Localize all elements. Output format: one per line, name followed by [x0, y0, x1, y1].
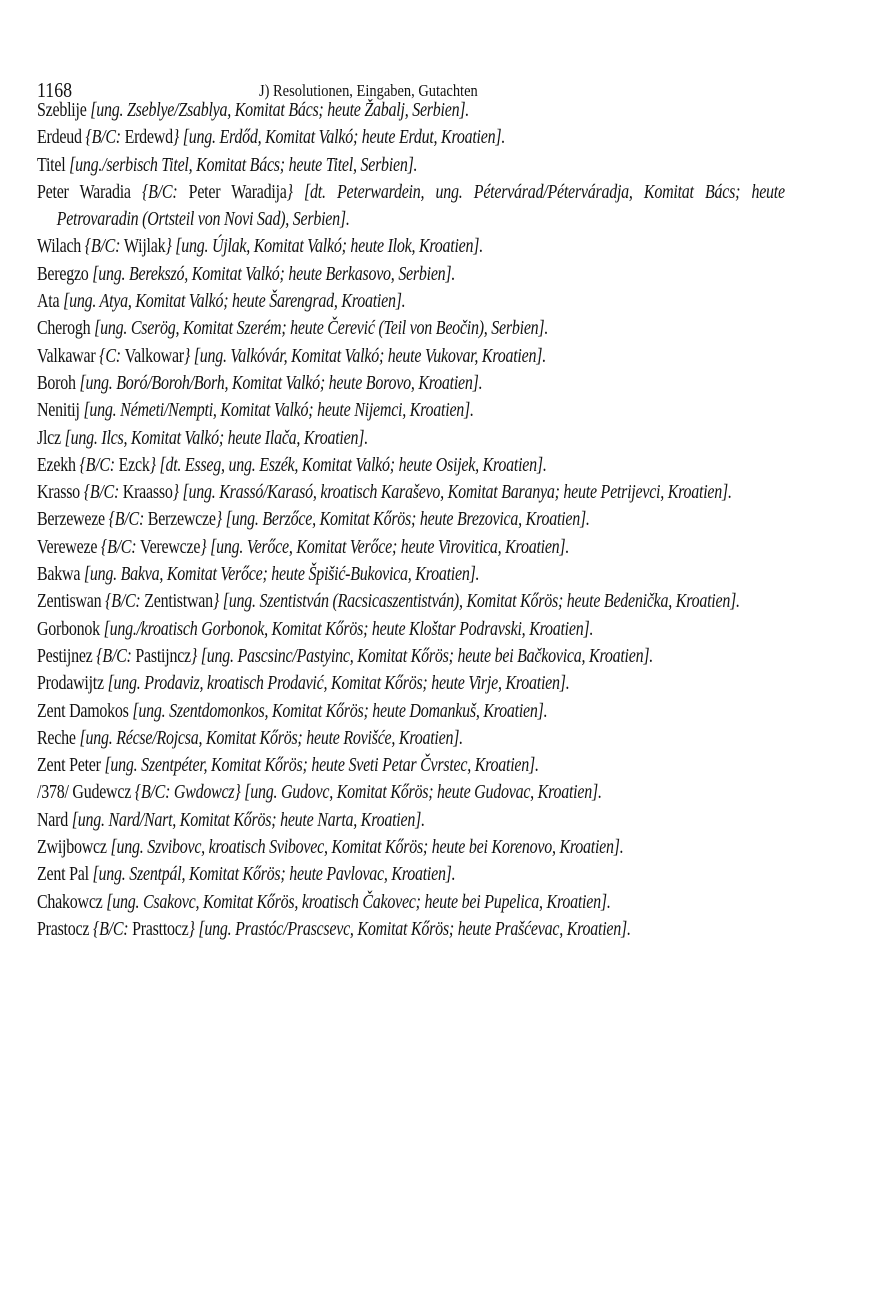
place-entry [37, 889, 785, 916]
annotation-text: {B/C: [100, 536, 141, 558]
variant-name: Peter Waradija [188, 181, 287, 203]
annotation-text: [ung. Atya, Komitat Valkó; heute Šarengrad, Kroatien]. [63, 291, 406, 313]
place-name: Titel [37, 154, 70, 176]
place-entry [37, 179, 785, 234]
place-name: Cherogh [37, 318, 95, 340]
annotation-text: } [ung. Krassó/Karasó, kroatisch Karaševo, Komitat Baranya; heute Petrijevci, Kroatien]. [172, 482, 732, 504]
place-name: Valkawar [37, 345, 100, 367]
place-entry [37, 643, 785, 670]
annotation-text: {C: [99, 345, 125, 367]
annotation-text: [ung. Berekszó, Komitat Valkó; heute Berkasovo, Serbien]. [92, 263, 456, 285]
annotation-text: {B/C: [92, 918, 133, 940]
annotation-text: [ung. Cserög, Komitat Szerém; heute Čerević (Teil von Beočin), Serbien]. [94, 318, 549, 340]
place-entry [37, 288, 785, 315]
place-entry [37, 152, 785, 179]
place-name: Beregzo [37, 263, 93, 285]
annotation-text: [ung. Szentpál, Komitat Kőrös; heute Pavlovac, Kroatien]. [92, 864, 456, 886]
variant-name: Kraasso [122, 482, 173, 504]
annotation-text: } [ung. Szentistván (Racsicaszentistván), Komitat Kőrös; heute Bedenička, Kroatien]. [212, 591, 740, 613]
place-name: Chakowcz [37, 891, 107, 913]
variant-name: Berzewcze [147, 509, 216, 531]
place-entry [37, 916, 785, 943]
annotation-text: {B/C: [142, 181, 189, 203]
annotation-text: [ung. Németi/Nempti, Komitat Valkó; heute Nijemci, Kroatien]. [83, 400, 474, 422]
place-name: Zentiswan [37, 591, 106, 613]
place-name: Ata [37, 291, 64, 313]
place-entry [37, 233, 785, 260]
place-name: Zwijbowcz [37, 837, 111, 859]
place-entry [37, 779, 785, 806]
place-name: Nenitij [37, 400, 84, 422]
annotation-text: } [dt. Esseg, ung. Eszék, Komitat Valkó; heute Osijek, Kroatien]. [149, 454, 547, 476]
place-name: Bakwa [37, 564, 84, 586]
place-entry [37, 752, 785, 779]
annotation-text: {B/C: [105, 591, 145, 613]
place-name: Erdeud [37, 127, 86, 149]
annotation-text: [ung. Zseblye/Zsablya, Komitat Bács; heute Žabalj, Serbien]. [90, 100, 470, 121]
annotation-text: [ung. Nard/Nart, Komitat Kőrös; heute Narta, Kroatien]. [71, 809, 425, 831]
variant-name: Wijlak [123, 236, 166, 258]
variant-name: Zentistwan [144, 591, 213, 613]
annotation-text: } [ung. Berzőce, Komitat Kőrös; heute Brezovica, Kroatien]. [215, 509, 590, 531]
annotation-text: [ung. Ilcs, Komitat Valkó; heute Ilača, Kroatien]. [64, 427, 368, 449]
place-name: Pestijnez [37, 645, 97, 667]
place-entry [37, 479, 785, 506]
place-entry [37, 343, 785, 370]
place-entry [37, 506, 785, 533]
place-entry [37, 807, 785, 834]
place-entry [37, 425, 785, 452]
place-name: Jlcz [37, 427, 65, 449]
page-number: 1168 [37, 78, 73, 102]
annotation-text: } [ung. Prastóc/Prascsevc, Komitat Kőrös; heute Prašćevac, Kroatien]. [188, 918, 631, 940]
annotation-text: } [dt. Peterwardein, ung. Pétervárad/Péterváradja, Komitat Bács; heute Petrovaradin (Ortsteil von Novi Sad), Serbien]. [56, 181, 785, 231]
annotation-text: } [ung. Újlak, Komitat Valkó; heute Ilok, Kroatien]. [165, 236, 483, 258]
place-name: Ezekh [37, 454, 80, 476]
place-entry [37, 397, 785, 424]
place-name: Peter Waradia [37, 181, 143, 203]
place-entry [37, 670, 785, 697]
place-name: Vereweze [37, 536, 101, 558]
annotation-text: {B/C: [108, 509, 148, 531]
place-entry [37, 861, 785, 888]
place-entry [37, 315, 785, 342]
place-entry [37, 97, 785, 124]
entry-list [37, 97, 785, 943]
place-entry [37, 561, 785, 588]
place-entry [37, 452, 785, 479]
annotation-text: [ung. Csakovc, Komitat Kőrös, kroatisch Čakovec; heute bei Pupelica, Kroatien]. [106, 891, 611, 913]
annotation-text: } [ung. Erdőd, Komitat Valkó; heute Erdut, Kroatien]. [172, 127, 506, 149]
place-name: Krasso [37, 482, 84, 504]
place-name: Prastocz [37, 918, 93, 940]
place-entry [37, 124, 785, 151]
place-entry [37, 834, 785, 861]
variant-name: Ezck [118, 454, 150, 476]
place-name: Szeblije [37, 100, 91, 121]
place-name: Reche [37, 727, 80, 749]
annotation-text: [ung. Szvibovc, kroatisch Svibovec, Komitat Kőrös; heute bei Korenovo, Kroatien]. [110, 837, 624, 859]
place-entry [37, 261, 785, 288]
place-entry [37, 725, 785, 752]
place-name: Prodawijtz [37, 673, 108, 695]
annotation-text: {B/C: [83, 482, 123, 504]
annotation-text: {B/C: [85, 127, 125, 149]
annotation-text: } [ung. Valkóvár, Komitat Valkó; heute Vukovar, Kroatien]. [183, 345, 546, 367]
annotation-text: [ung. Bakva, Komitat Verőce; heute Špišić-Bukovica, Kroatien]. [83, 564, 480, 586]
annotation-text: {B/C: Gwdowcz} [ung. Gudovc, Komitat Kőrös; heute Gudovac, Kroatien]. [134, 782, 602, 804]
annotation-text: } [ung. Verőce, Komitat Verőce; heute Virovitica, Kroatien]. [200, 536, 570, 558]
annotation-text: [ung./serbisch Titel, Komitat Bács; heute Titel, Serbien]. [69, 154, 418, 176]
annotation-text: [ung. Récse/Rojcsa, Komitat Kőrös; heute Rovišće, Kroatien]. [79, 727, 463, 749]
annotation-text: [ung. Prodaviz, kroatisch Prodavić, Komitat Kőrös; heute Virje, Kroatien]. [107, 673, 570, 695]
place-entry [37, 616, 785, 643]
place-name: Gorbonok [37, 618, 104, 640]
variant-name: Pastijncz [135, 645, 191, 667]
place-name: Wilach [37, 236, 85, 258]
place-name: Nard [37, 809, 72, 831]
place-entry [37, 370, 785, 397]
variant-name: Verewcze [140, 536, 201, 558]
annotation-text: {B/C: [96, 645, 136, 667]
place-entry [37, 534, 785, 561]
annotation-text: [ung. Szentpéter, Komitat Kőrös; heute Sveti Petar Čvrstec, Kroatien]. [104, 755, 539, 777]
place-name: /378/ Gudewcz [37, 782, 135, 804]
place-name: Zent Pal [37, 864, 93, 886]
place-name: Boroh [37, 372, 80, 394]
place-name: Berzeweze [37, 509, 109, 531]
annotation-text: } [ung. Pascsinc/Pastyinc, Komitat Kőrös; heute bei Bačkovica, Kroatien]. [190, 645, 654, 667]
annotation-text: {B/C: [84, 236, 124, 258]
running-head: J) Resolutionen, Eingaben, Gutachten [259, 81, 478, 100]
place-entry [37, 588, 785, 615]
annotation-text: [ung. Szentdomonkos, Komitat Kőrös; heute Domankuš, Kroatien]. [132, 700, 548, 722]
annotation-text: {B/C: [79, 454, 119, 476]
annotation-text: [ung./kroatisch Gorbonok, Komitat Kőrös; heute Kloštar Podravski, Kroatien]. [103, 618, 594, 640]
place-entry [37, 698, 785, 725]
variant-name: Prasttocz [132, 918, 189, 940]
place-name: Zent Damokos [37, 700, 133, 722]
place-name: Zent Peter [37, 755, 105, 777]
variant-name: Valkowar [124, 345, 184, 367]
variant-name: Erdewd [124, 127, 173, 149]
annotation-text: [ung. Boró/Boroh/Borh, Komitat Valkó; heute Borovo, Kroatien]. [79, 372, 483, 394]
